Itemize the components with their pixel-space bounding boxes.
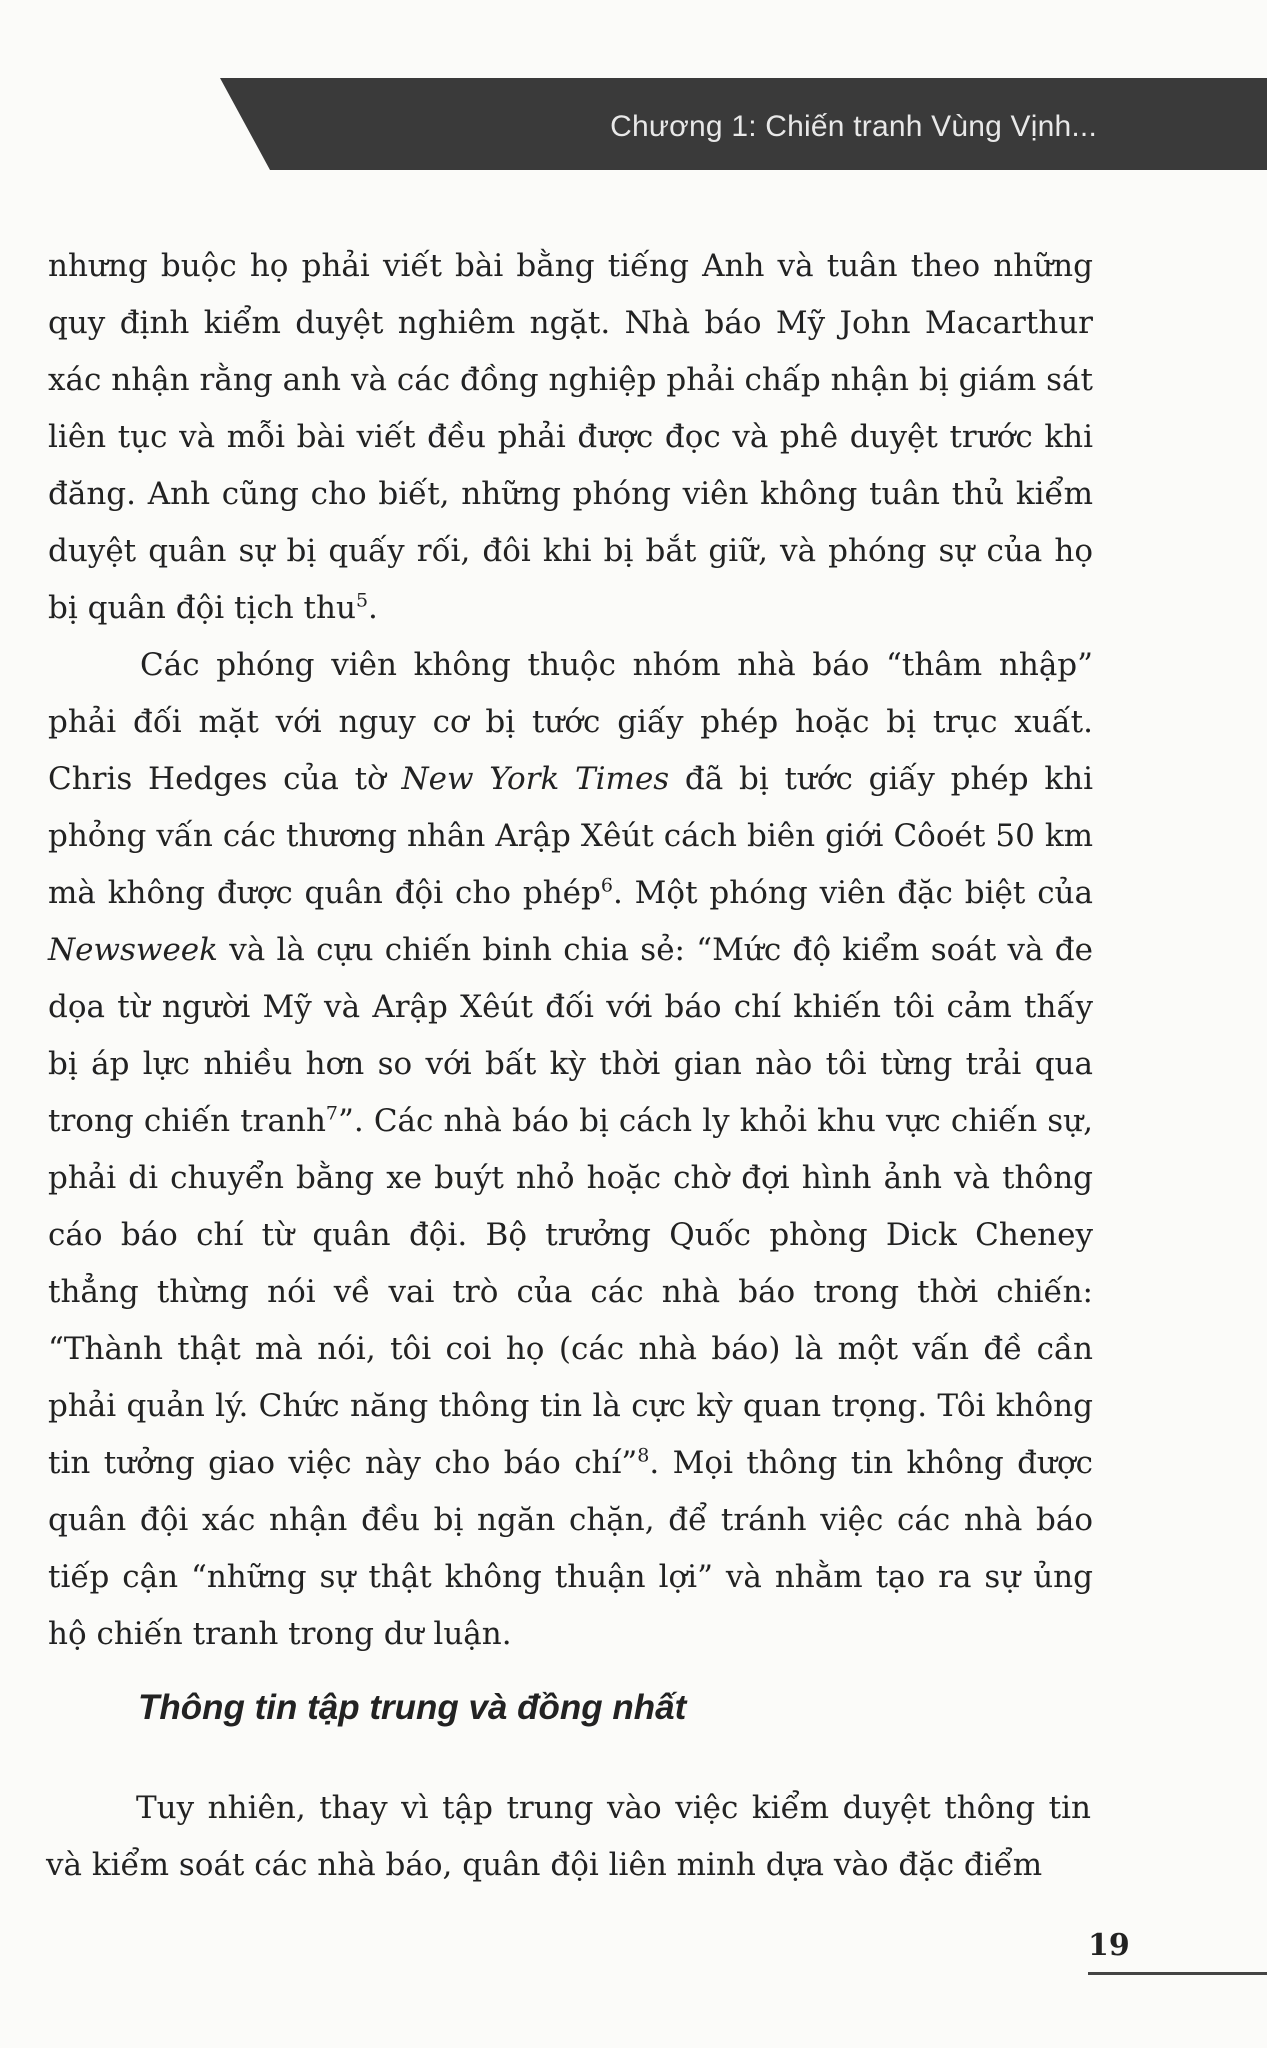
- page-number-rule: [1088, 1972, 1267, 1975]
- page-number: 19: [1088, 1928, 1130, 1963]
- newspaper-name: New York Times: [401, 761, 670, 797]
- main-text: [48, 238, 1093, 1663]
- footnote-ref-5: 5: [355, 589, 369, 612]
- footnote-ref-8: 8: [637, 1444, 650, 1467]
- section-heading: Thông tin tập trung và đồng nhất: [138, 1688, 687, 1727]
- paragraph-2: [48, 637, 1093, 1663]
- paragraph-2-text-b: đã bị tước giấy phép khi phỏng vấn các thương nhân Arập Xêút cách biên giới Côoét 50 km mà không được quân đội cho phép: [48, 761, 1093, 911]
- paragraph-2-text-e: ”. Các nhà báo bị cách ly khỏi khu vực chiến sự, phải di chuyển bằng xe buýt nhỏ hoặc chờ đợi hình ảnh và thông cáo báo chí từ quân đội. Bộ trưởng Quốc phòng Dick Cheney thẳng thừng nói về vai trò của các nhà báo trong thời chiến: “Thành thật mà nói, tôi coi họ (các nhà báo) là một vấn đề cần phải quản lý. Chức năng thông tin là cực kỳ quan trọng. Tôi không tin tưởng giao việc này cho báo chí”: [48, 1103, 1093, 1481]
- paragraph-3: Tuy nhiên, thay vì tập trung vào việc kiểm duyệt thông tin và kiểm soát các nhà báo, quân đội liên minh dựa vào đặc điểm: [46, 1790, 1091, 1883]
- paragraph-2-text-f: . Mọi thông tin không được quân đội xác nhận đều bị ngăn chặn, để tránh việc các nhà báo tiếp cận “những sự thật không thuận lợi” và nhằm tạo ra sự ủng hộ chiến tranh trong dư luận.: [48, 1445, 1093, 1652]
- footnote-ref-6: 6: [600, 874, 613, 897]
- running-header-title: Chương 1: Chiến tranh Vùng Vịnh...: [610, 110, 1097, 143]
- paragraph-2-text-d: và là cựu chiến binh chia sẻ: “Mức độ kiểm soát và đe dọa từ người Mỹ và Arập Xêút đối với báo chí khiến tôi cảm thấy bị áp lực nhiều hơn so với bất kỳ thời gian nào tôi từng trải qua trong chiến tranh: [48, 932, 1093, 1139]
- main-text-continued: [46, 1780, 1091, 1894]
- paragraph-2-text-a: Các phóng viên không thuộc nhóm nhà báo “thâm nhập” phải đối mặt với nguy cơ bị tước giấy phép hoặc bị trục xuất. Chris Hedges của tờ: [48, 647, 1093, 797]
- magazine-name: Newsweek: [48, 932, 218, 968]
- paragraph-2-text-c: . Một phóng viên đặc biệt của: [612, 875, 1093, 911]
- footnote-ref-7: 7: [325, 1102, 339, 1125]
- paragraph-1: nhưng buộc họ phải viết bài bằng tiếng Anh và tuân theo những quy định kiểm duyệt nghiêm ngặt. Nhà báo Mỹ John Macarthur xác nhận rằng anh và các đồng nghiệp phải chấp nhận bị giám sát liên tục và mỗi bài viết đều phải được đọc và phê duyệt trước khi đăng. Anh cũng cho biết, những phóng viên không tuân thủ kiểm duyệt quân sự bị quấy rối, đôi khi bị bắt giữ, và phóng sự của họ bị quân đội tịch thu$^5$.: [48, 248, 1093, 626]
- paragraph-1-text: nhưng buộc họ phải viết bài bằng tiếng Anh và tuân theo những quy định kiểm duyệt nghiêm ngặt. Nhà báo Mỹ John Macarthur xác nhận rằng anh và các đồng nghiệp phải chấp nhận bị giám sát liên tục và mỗi bài viết đều phải được đọc và phê duyệt trước khi đăng. Anh cũng cho biết, những phóng viên không tuân thủ kiểm duyệt quân sự bị quấy rối, đôi khi bị bắt giữ, và phóng sự của họ bị quân đội tịch thu: [48, 248, 1093, 626]
